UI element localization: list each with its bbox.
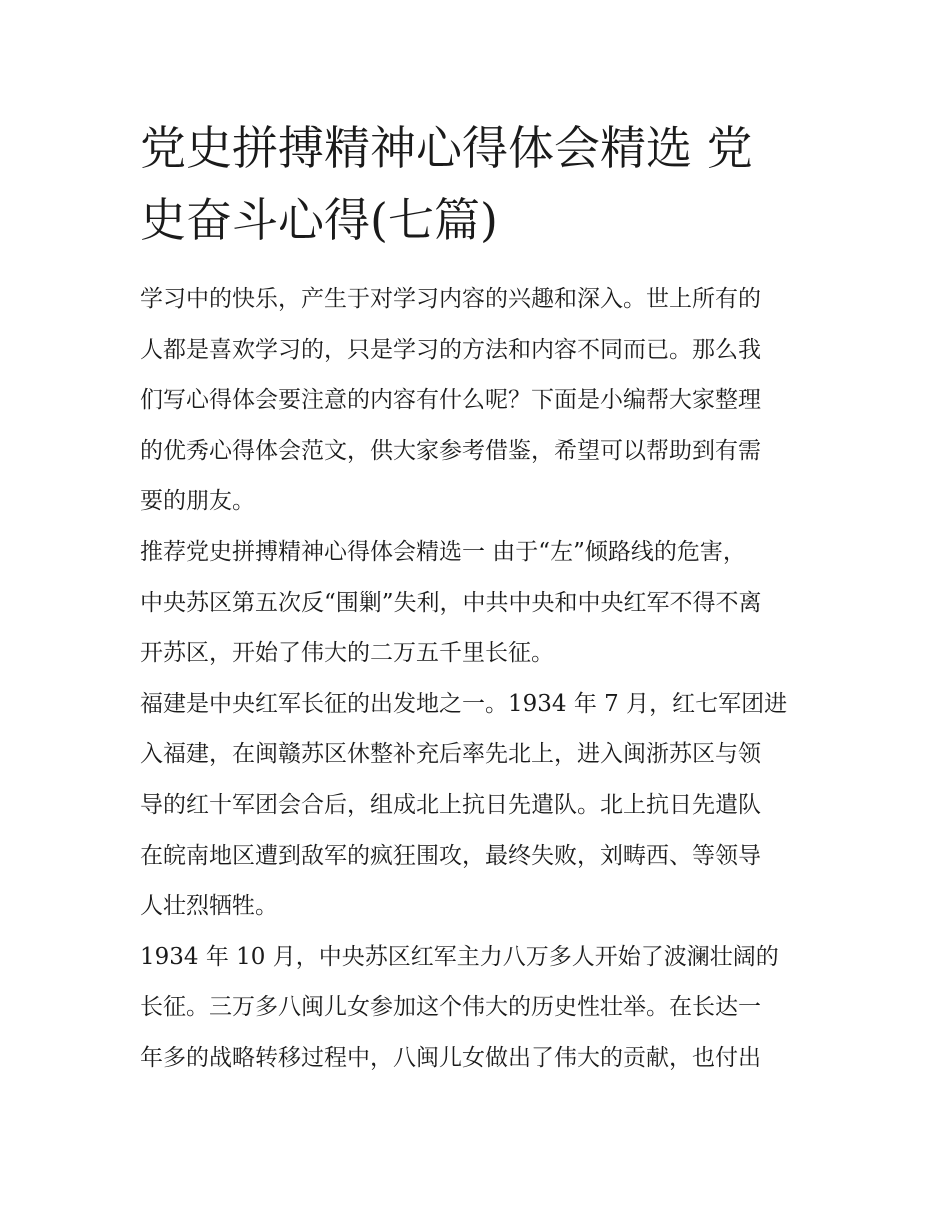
paragraph-line: 学习中的快乐，产生于对学习内容的兴趣和深入。世上所有的 bbox=[140, 286, 761, 312]
paragraph-line: 人壮烈牺牲。 bbox=[140, 893, 278, 920]
paragraph-line: 的优秀心得体会范文，供大家参考借鉴，希望可以帮助到有需 bbox=[140, 437, 761, 464]
paragraph-line: 中央苏区第五次反“围剿”失利，中共中央和中央红军不得不离 bbox=[140, 589, 762, 616]
paragraph-line: 开苏区，开始了伟大的二万五千里长征。 bbox=[140, 640, 554, 667]
paragraph-line: 1934 年 10 月，中央苏区红军主力八万多人开始了波澜壮阔的 bbox=[140, 943, 779, 970]
paragraph-line: 们写心得体会要注意的内容有什么呢？下面是小编帮大家整理 bbox=[140, 387, 761, 414]
paragraph-line: 在皖南地区遭到敌军的疯狂围攻，最终失败，刘畴西、等领导 bbox=[140, 842, 761, 869]
document-title bbox=[140, 112, 812, 256]
title-line: 史奋斗心得(七篇) bbox=[140, 193, 498, 247]
paragraph-line: 人都是喜欢学习的，只是学习的方法和内容不同而已。那么我 bbox=[140, 336, 761, 363]
document-page bbox=[140, 112, 812, 1084]
title-line: 党史拼搏精神心得体会精选 党 bbox=[140, 121, 753, 175]
paragraph-line: 年多的战略转移过程中，八闽儿女做出了伟大的贡献，也付出 bbox=[140, 1044, 761, 1071]
paragraph-intro bbox=[140, 274, 812, 527]
paragraph-line: 要的朋友。 bbox=[140, 488, 255, 515]
paragraph-line: 入福建，在闽赣苏区休整补充后率先北上，进入闽浙苏区与领 bbox=[140, 741, 761, 768]
paragraph-line: 福建是中央红军长征的出发地之一。1934 年 7 月，红七军团进 bbox=[140, 690, 788, 717]
paragraph-long-march bbox=[140, 932, 812, 1084]
paragraph-line: 推荐党史拼搏精神心得体会精选一 由于“左”倾路线的危害， bbox=[140, 538, 746, 565]
paragraph-line: 导的红十军团会合后，组成北上抗日先遣队。北上抗日先遣队 bbox=[140, 791, 761, 818]
paragraph-recommend bbox=[140, 527, 812, 679]
paragraph-fujian bbox=[140, 679, 812, 932]
paragraph-line: 长征。三万多八闽儿女参加这个伟大的历史性壮举。在长达一 bbox=[140, 994, 761, 1021]
